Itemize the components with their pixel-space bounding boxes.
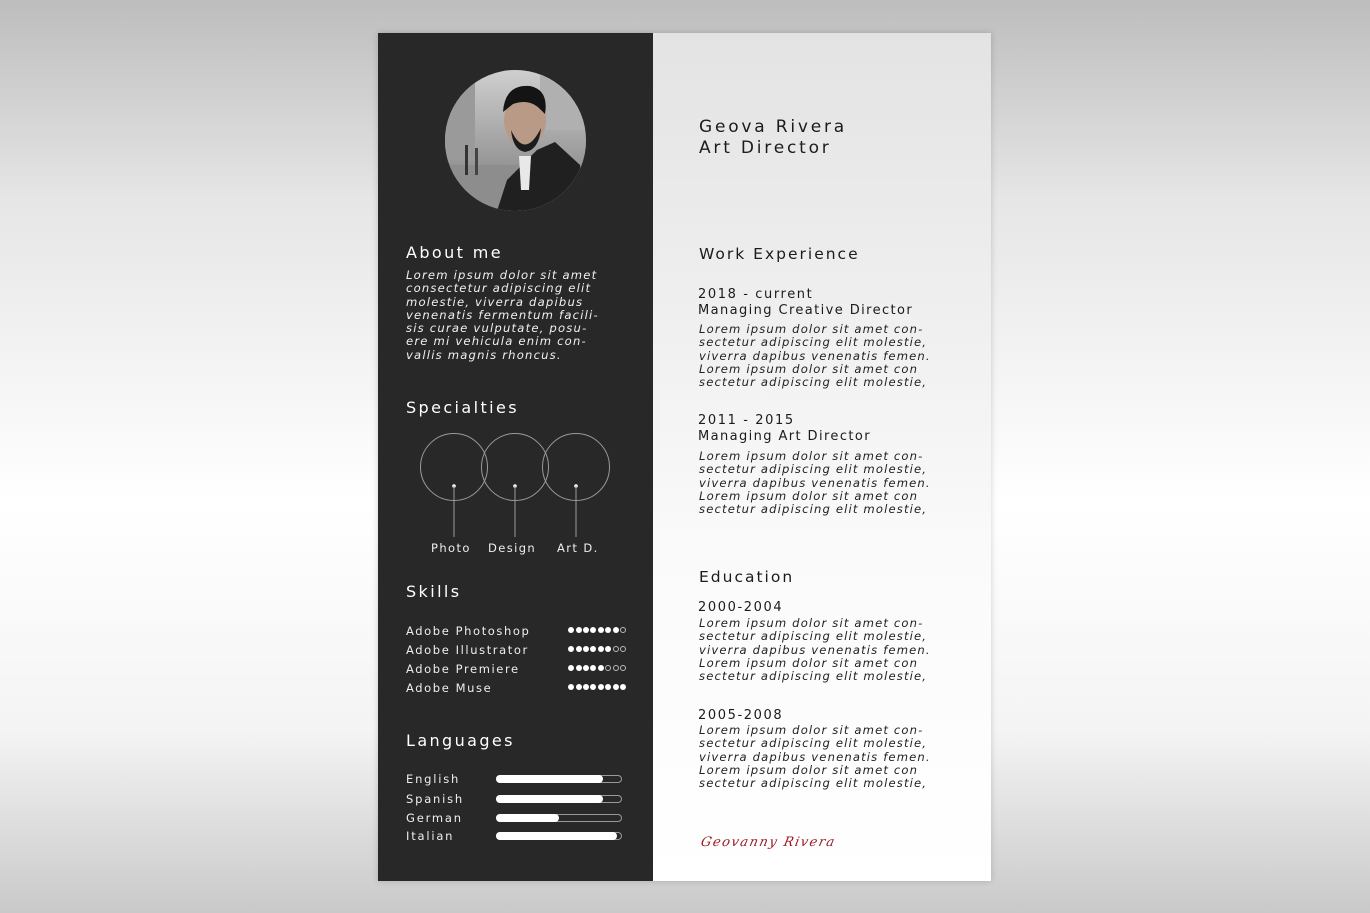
signature: Geovanny Rivera (699, 835, 838, 850)
rating-dot-filled (590, 646, 596, 652)
language-row (406, 811, 624, 825)
rating-dot-filled (605, 627, 611, 633)
rating-dot-filled (590, 665, 596, 671)
education-description: Lorem ipsum dolor sit amet con- sectetur adipiscing elit molestie, viverra dapibus venenatis femen. Lorem ipsum dolor sit amet con sectetur adipiscing elit molestie, (699, 616, 931, 684)
rating-dot-filled (576, 684, 582, 690)
rating-dot-empty (620, 665, 626, 671)
language-name: English (406, 772, 461, 786)
rating-dot-filled (583, 665, 589, 671)
language-bar-fill (496, 832, 617, 840)
specialties-diagram (418, 431, 613, 543)
rating-dot-empty (620, 646, 626, 652)
rating-dot-filled (620, 684, 626, 690)
rating-dot-empty (605, 665, 611, 671)
about-heading: About me (406, 243, 504, 262)
education-heading: Education (699, 568, 795, 586)
language-row (406, 792, 624, 806)
education-period: 2005-2008 (698, 708, 784, 723)
skill-rating (568, 665, 626, 671)
skill-rating (568, 646, 626, 652)
language-name: Spanish (406, 792, 465, 806)
rating-dot-filled (576, 665, 582, 671)
rating-dot-filled (598, 665, 604, 671)
resume-page (378, 33, 991, 881)
specialty-label-art: Art D. (557, 541, 599, 555)
work-description: Lorem ipsum dolor sit amet con- sectetur adipiscing elit molestie, viverra dapibus venenatis femen. Lorem ipsum dolor sit amet con sectetur adipiscing elit molestie, (699, 449, 931, 517)
skill-row (406, 662, 626, 676)
specialties-heading: Specialties (406, 398, 519, 417)
rating-dot-filled (605, 684, 611, 690)
language-name: Italian (406, 829, 455, 843)
rating-dot-empty (613, 665, 619, 671)
rating-dot-filled (598, 627, 604, 633)
language-bar-fill (496, 775, 603, 783)
name-and-title: Geova Rivera Art Director (699, 117, 847, 158)
language-bar-fill (496, 814, 559, 822)
work-description: Lorem ipsum dolor sit amet con- sectetur adipiscing elit molestie, viverra dapibus venenatis femen. Lorem ipsum dolor sit amet con sectetur adipiscing elit molestie, (699, 322, 931, 390)
rating-dot-filled (568, 646, 574, 652)
languages-heading: Languages (406, 731, 515, 750)
skill-row (406, 643, 626, 657)
language-row (406, 772, 624, 786)
rating-dot-filled (598, 646, 604, 652)
education-description: Lorem ipsum dolor sit amet con- sectetur adipiscing elit molestie, viverra dapibus venenatis femen. Lorem ipsum dolor sit amet con sectetur adipiscing elit molestie, (699, 723, 931, 791)
language-bar-fill (496, 795, 603, 803)
rating-dot-empty (620, 627, 626, 633)
work-period: 2018 - current (698, 287, 814, 302)
skill-rating (568, 684, 626, 690)
skill-name: Adobe Illustrator (406, 643, 529, 657)
skill-row (406, 681, 626, 695)
profile-photo (445, 70, 586, 211)
skill-row (406, 624, 626, 638)
specialty-label-design: Design (488, 541, 537, 555)
rating-dot-filled (598, 684, 604, 690)
skill-name: Adobe Photoshop (406, 624, 531, 638)
work-role: Managing Art Director (698, 429, 871, 444)
language-bar (496, 832, 622, 840)
rating-dot-filled (613, 627, 619, 633)
rating-dot-filled (568, 665, 574, 671)
rating-dot-filled (568, 627, 574, 633)
language-row (406, 829, 624, 843)
rating-dot-filled (583, 646, 589, 652)
language-bar (496, 775, 622, 783)
rating-dot-filled (590, 627, 596, 633)
rating-dot-filled (568, 684, 574, 690)
main-column (653, 33, 991, 881)
rating-dot-filled (583, 627, 589, 633)
about-text: Lorem ipsum dolor sit amet consectetur adipiscing elit molestie, viverra dapibus venenatis fermentum facili- sis curae vulputate, posu- ere mi vehicula enim con- vallis magnis rhoncus. (406, 268, 599, 362)
specialty-label-photo: Photo (431, 541, 471, 555)
rating-dot-filled (590, 684, 596, 690)
sidebar (378, 33, 653, 881)
language-name: German (406, 811, 463, 825)
work-experience-heading: Work Experience (699, 245, 860, 263)
rating-dot-filled (576, 627, 582, 633)
language-bar (496, 795, 622, 803)
rating-dot-filled (583, 684, 589, 690)
work-role: Managing Creative Director (698, 303, 914, 318)
rating-dot-filled (576, 646, 582, 652)
work-period: 2011 - 2015 (698, 413, 795, 428)
rating-dot-filled (613, 684, 619, 690)
education-period: 2000-2004 (698, 600, 784, 615)
skill-name: Adobe Muse (406, 681, 493, 695)
language-bar (496, 814, 622, 822)
rating-dot-empty (613, 646, 619, 652)
rating-dot-filled (605, 646, 611, 652)
skill-name: Adobe Premiere (406, 662, 520, 676)
skill-rating (568, 627, 626, 633)
skills-heading: Skills (406, 582, 462, 601)
